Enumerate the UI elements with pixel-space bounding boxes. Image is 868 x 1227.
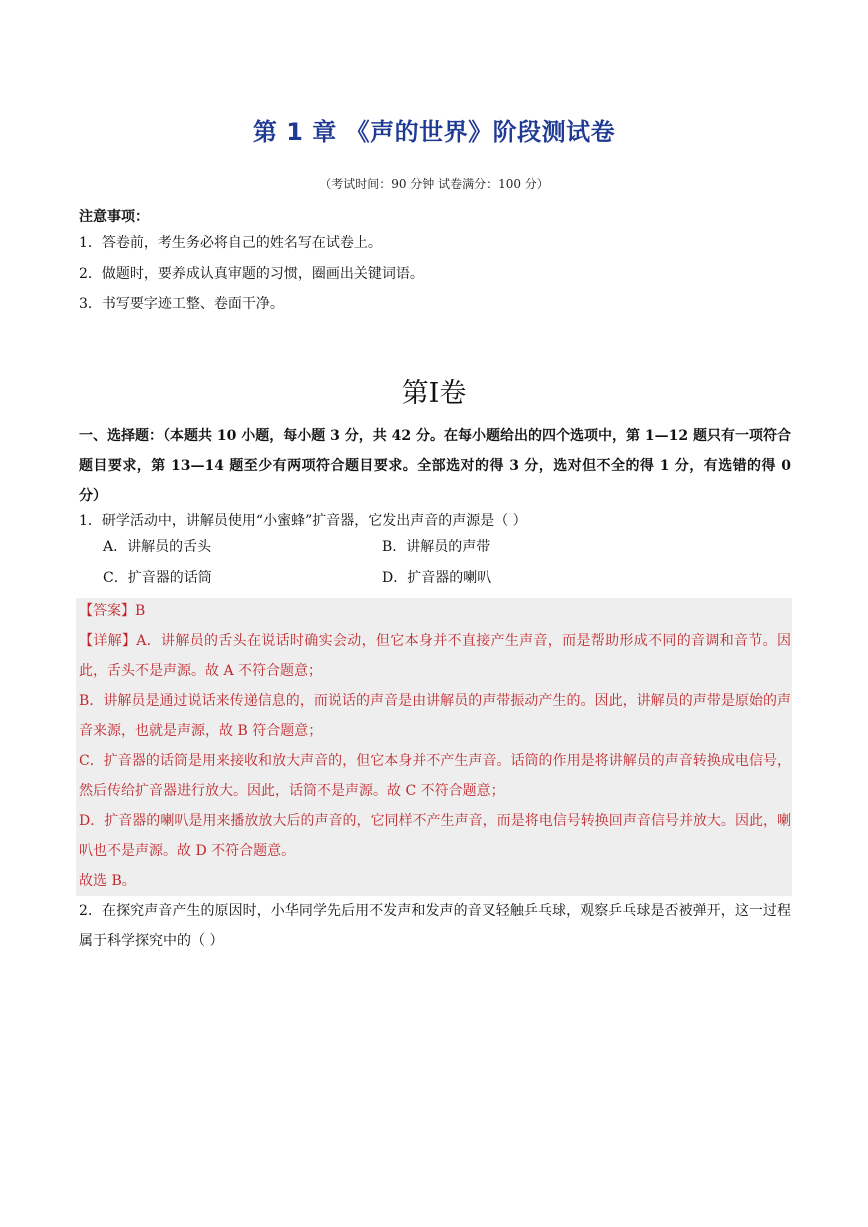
option-a: A．讲解员的舌头	[103, 539, 212, 555]
option-d: D．扩音器的喇叭	[382, 570, 492, 586]
option-b: B．讲解员的声带	[382, 539, 491, 555]
explanation-a: 【详解】A．讲解员的舌头在说话时确实会动，但它本身并不直接产生声音，而是帮助形成不同的音调和音节。因此，舌头不是声源。故 A 不符合题意；	[79, 633, 791, 679]
section-title: 第I卷	[401, 378, 467, 409]
notice-item: 1．答卷前，考生务必将自己的姓名写在试卷上。	[79, 235, 382, 251]
notice-item: 3．书写要字迹工整、卷面干净。	[79, 296, 284, 312]
notice-list	[79, 233, 424, 325]
question-2-stem: 2．在探究声音产生的原因时，小华同学先后用不发声和发声的音叉轻触乒乓球，观察乒乓球是否被弹开，这一过程属于科学探究中的（ ）	[79, 903, 791, 949]
exam-subtitle: （考试时间：90 分钟 试卷满分：100 分）	[319, 177, 549, 191]
answer-label: 【答案】B	[79, 603, 146, 619]
option-c: C．扩音器的话筒	[103, 570, 212, 586]
explanation-b: B．讲解员是通过说话来传递信息的，而说话的声音是由讲解员的声带振动产生的。因此，讲解员的声带是原始的声音来源，也就是声源，故 B 符合题意；	[79, 693, 791, 739]
answer-explanation	[79, 596, 791, 896]
exam-title: 第 1 章 《声的世界》阶段测试卷	[252, 118, 616, 146]
final-choice: 故选 B。	[79, 873, 136, 889]
notice-heading: 注意事项：	[79, 209, 149, 225]
notice-item: 2．做题时，要养成认真审题的习惯，圈画出关键词语。	[79, 265, 424, 282]
section-instructions: 一、选择题：（本题共 10 小题，每小题 3 分，共 42 分。在每小题给出的四个选项中，第 1—12 题只有一项符合题目要求，第 13—14 题至少有两项符合题目要求。全部选对的得 3 分，选对但不全的得 1 分，有选错的得 0 分）	[79, 428, 791, 504]
explanation-c: C．扩音器的话筒是用来接收和放大声音的，但它本身并不产生声音。话筒的作用是将讲解员的声音转换成电信号，然后传给扩音器进行放大。因此，话筒不是声源。故 C 不符合题意；	[79, 753, 791, 799]
question-1-stem: 1．研学活动中，讲解员使用“小蜜蜂”扩音器，它发出声音的声源是（ ）	[79, 513, 527, 529]
explanation-d: D．扩音器的喇叭是用来播放放大后的声音的，它同样不产生声音，而是将电信号转换回声音信号并放大。因此，喇叭也不是声源。故 D 不符合题意。	[79, 813, 791, 859]
